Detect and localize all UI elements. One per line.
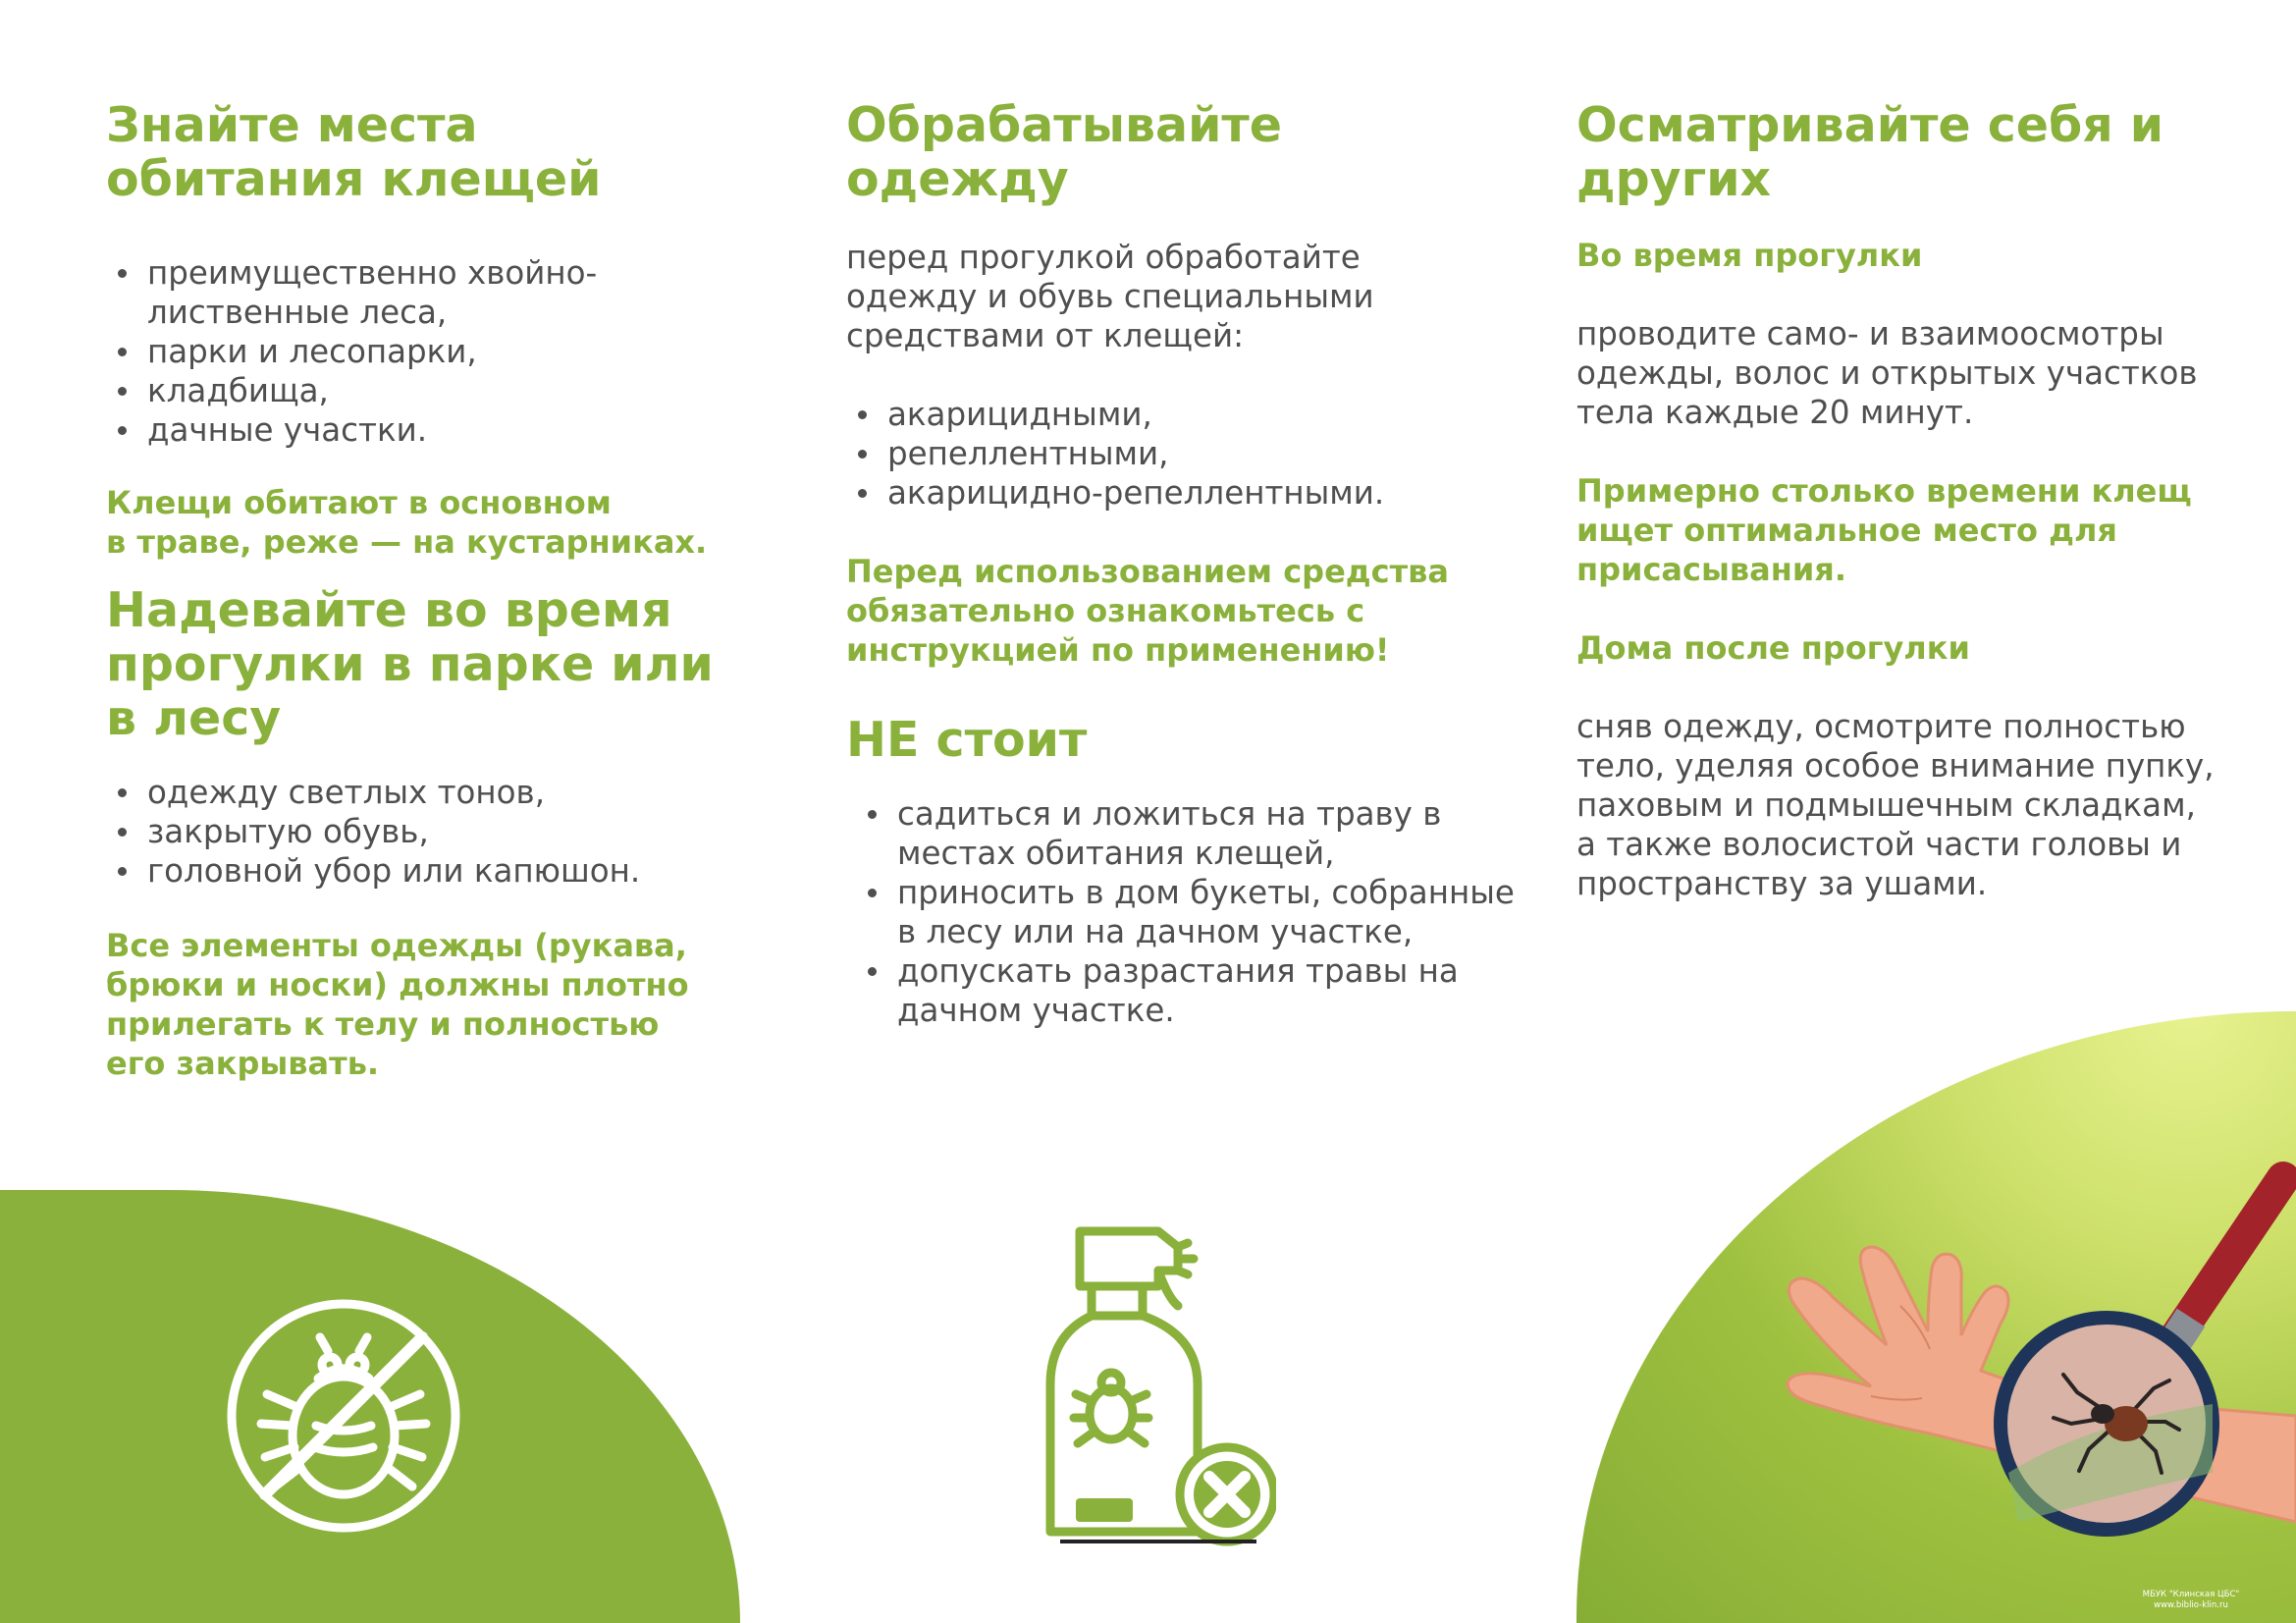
heading-inspection [1576,98,2254,206]
treatment-intro: перед прогулкой обработайте одежду и обувь специальными средствами от клещей: [846,239,1374,354]
credit [2108,1590,2274,1611]
subheading-walk: Во время прогулки [1576,237,1923,274]
list-item: садиться и ложиться на траву в местах обитания клещей, [897,794,1525,873]
treatment-note: Перед использованием средства обязательно ознакомьтесь с инструкцией по применению! [846,553,1449,669]
magnifier-tick-illustration [1576,1011,2296,1623]
heading-donts: НЕ стоит [846,712,1088,768]
heading-line: других [1576,151,1772,207]
list-item: репеллентными, [887,434,1514,473]
clothing-list [106,773,734,891]
walk-text: проводите само- и взаимоосмотры одежды, волос и открытых участков тела каждые 20 минут. [1576,315,2198,431]
heading-line: Осматривайте себя и [1576,97,2164,153]
habitat-note [106,483,734,562]
credit-line: МБУК "Клинская ЦБС" [2142,1590,2240,1599]
credit-line: www.biblio-klin.ru [2154,1600,2228,1610]
subheading-home: Дома после прогулки [1576,629,1970,667]
heading-habitats [106,98,734,206]
heading-treatment [846,98,1514,206]
column-treatment [846,98,1514,1030]
list-item: акарицидными, [887,395,1514,434]
no-tick-icon [216,1288,471,1543]
heading-line: одежду [846,151,1069,207]
list-item: кладбища, [147,371,697,410]
column-habitats [106,98,734,1083]
decor-green-right [1576,1011,2296,1623]
heading-line: в лесу [106,690,282,746]
column-inspection [1576,98,2254,903]
heading-line: обитания клещей [106,151,602,207]
list-item: головной убор или капюшон. [147,851,734,891]
clothing-note: Все элементы одежды (рукава, брюки и носки) должны плотно прилегать к телу и полностью его закрывать. [106,927,689,1082]
heading-line: прогулки в парке или [106,636,714,692]
heading-line: Надевайте во время [106,582,672,638]
list-item: допускать разрастания травы на дачном участке. [897,951,1525,1030]
heading-line: Обрабатывайте [846,97,1283,153]
inspection-note: Примерно столько времени клещ ищет оптимальное место для присасывания. [1576,472,2192,588]
agents-list [846,395,1514,513]
note-line: Клещи обитают в основном [106,484,612,521]
list-item: приносить в дом букеты, собранные в лесу или на дачном участке, [897,873,1525,951]
habitats-list [106,253,697,450]
decor-green-left [0,1190,740,1623]
spray-bottle-icon [1041,1217,1276,1551]
list-item: одежду светлых тонов, [147,773,734,812]
list-item: акарицидно-репеллентными. [887,473,1514,513]
heading-line: Знайте места [106,97,478,153]
list-item: закрытую обувь, [147,812,734,851]
donts-list [846,794,1525,1030]
home-text: сняв одежду, осмотрите полностью тело, уделяя особое внимание пупку, паховым и подмышечным складкам, а также волосистой части головы и пространству за ушами. [1576,708,2215,902]
note-line: в траве, реже — на кустарниках. [106,523,708,561]
heading-clothing [106,583,734,745]
list-item: парки и лесопарки, [147,332,697,371]
list-item: преимущественно хвойно-лиственные леса, [147,253,697,332]
list-item: дачные участки. [147,410,697,450]
